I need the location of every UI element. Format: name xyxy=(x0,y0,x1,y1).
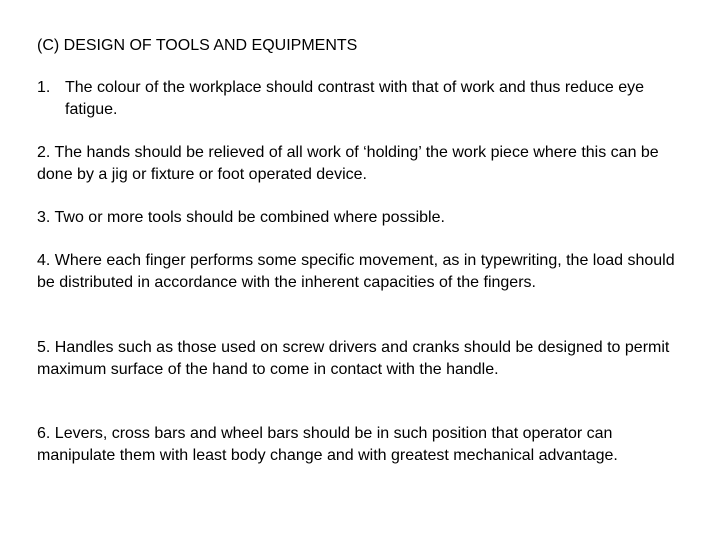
list-item-3: 3. Two or more tools should be combined where possible. xyxy=(37,209,445,226)
list-item-number: 1. xyxy=(37,79,51,96)
list-item-text: The colour of the workplace should contrast with that of work and thus reduce eye fatigue. xyxy=(65,79,644,118)
list-item-1 xyxy=(37,77,677,120)
list-item-6: 6. Levers, cross bars and wheel bars should be in such position that operator can manipulate them with least body change and with greatest mechanical advantage. xyxy=(37,425,618,464)
page-title: (C) DESIGN OF TOOLS AND EQUIPMENTS xyxy=(37,37,358,54)
list-item-5: 5. Handles such as those used on screw drivers and cranks should be designed to permit maximum surface of the hand to come in contact with the handle. xyxy=(37,339,670,378)
list-item-2: 2. The hands should be relieved of all work of ‘holding’ the work piece where this can be done by a jig or fixture or foot operated device. xyxy=(37,144,659,183)
list-item-4: 4. Where each finger performs some specific movement, as in typewriting, the load should be distributed in accordance with the inherent capacities of the fingers. xyxy=(37,252,675,291)
